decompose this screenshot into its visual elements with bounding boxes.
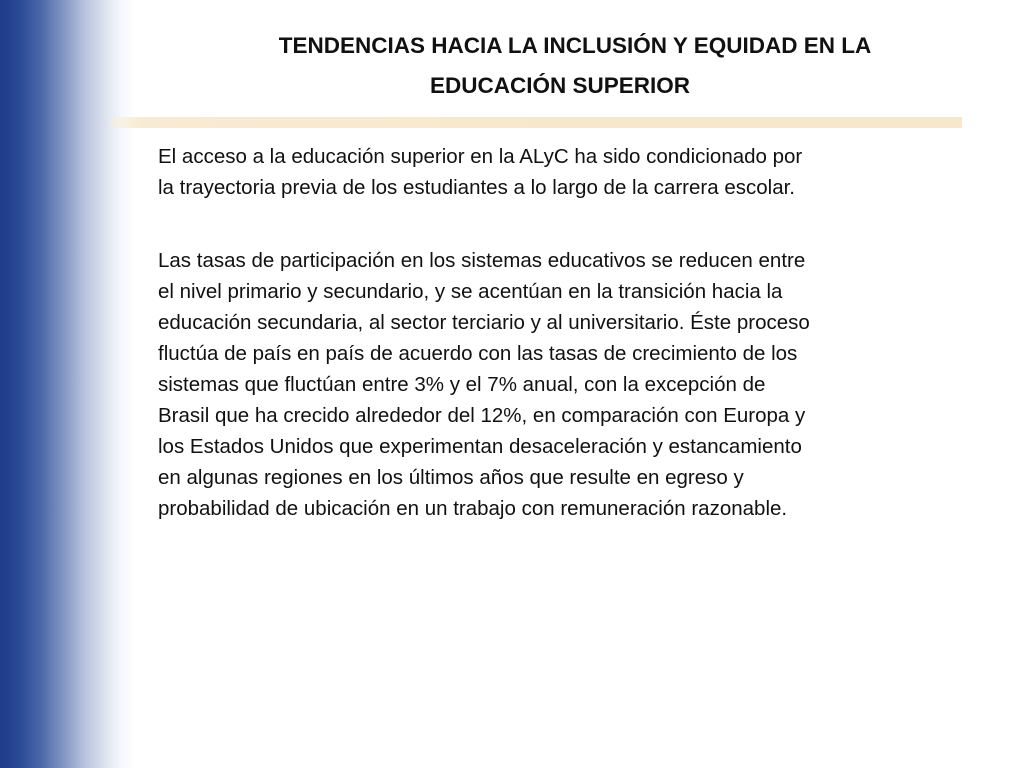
slide-title: [110, 26, 1010, 106]
body-paragraph-participation-rates: Las tasas de participación en los sistemas educativos se reducen entre el nivel primario y secundario, y se acentúan en la transición hacia la educación secundaria, al sector terciario y al universitario. Éste proceso fluctúa de país en país de acuerdo con las tasas de crecimiento de los sistemas que fluctúan entre 3% y el 7% anual, con la excepción de Brasil que ha crecido alrededor del 12%, en comparación con Europa y los Estados Unidos que experimentan desaceleración y estancamiento en algunas regiones en los últimos años que resulte en egreso y probabilidad de ubicación en un trabajo con remuneración razonable.: [158, 249, 810, 520]
slide-title-line-2: EDUCACIÓN SUPERIOR: [429, 73, 691, 98]
decorative-side-gradient: [0, 0, 135, 768]
slide-title-line-1: TENDENCIAS HACIA LA INCLUSIÓN Y EQUIDAD EN LA: [278, 33, 872, 58]
body-paragraph-access: El acceso a la educación superior en la ALyC ha sido condicionado por la trayectoria previa de los estudiantes a lo largo de la carrera escolar.: [158, 145, 803, 199]
title-divider: [110, 117, 962, 128]
